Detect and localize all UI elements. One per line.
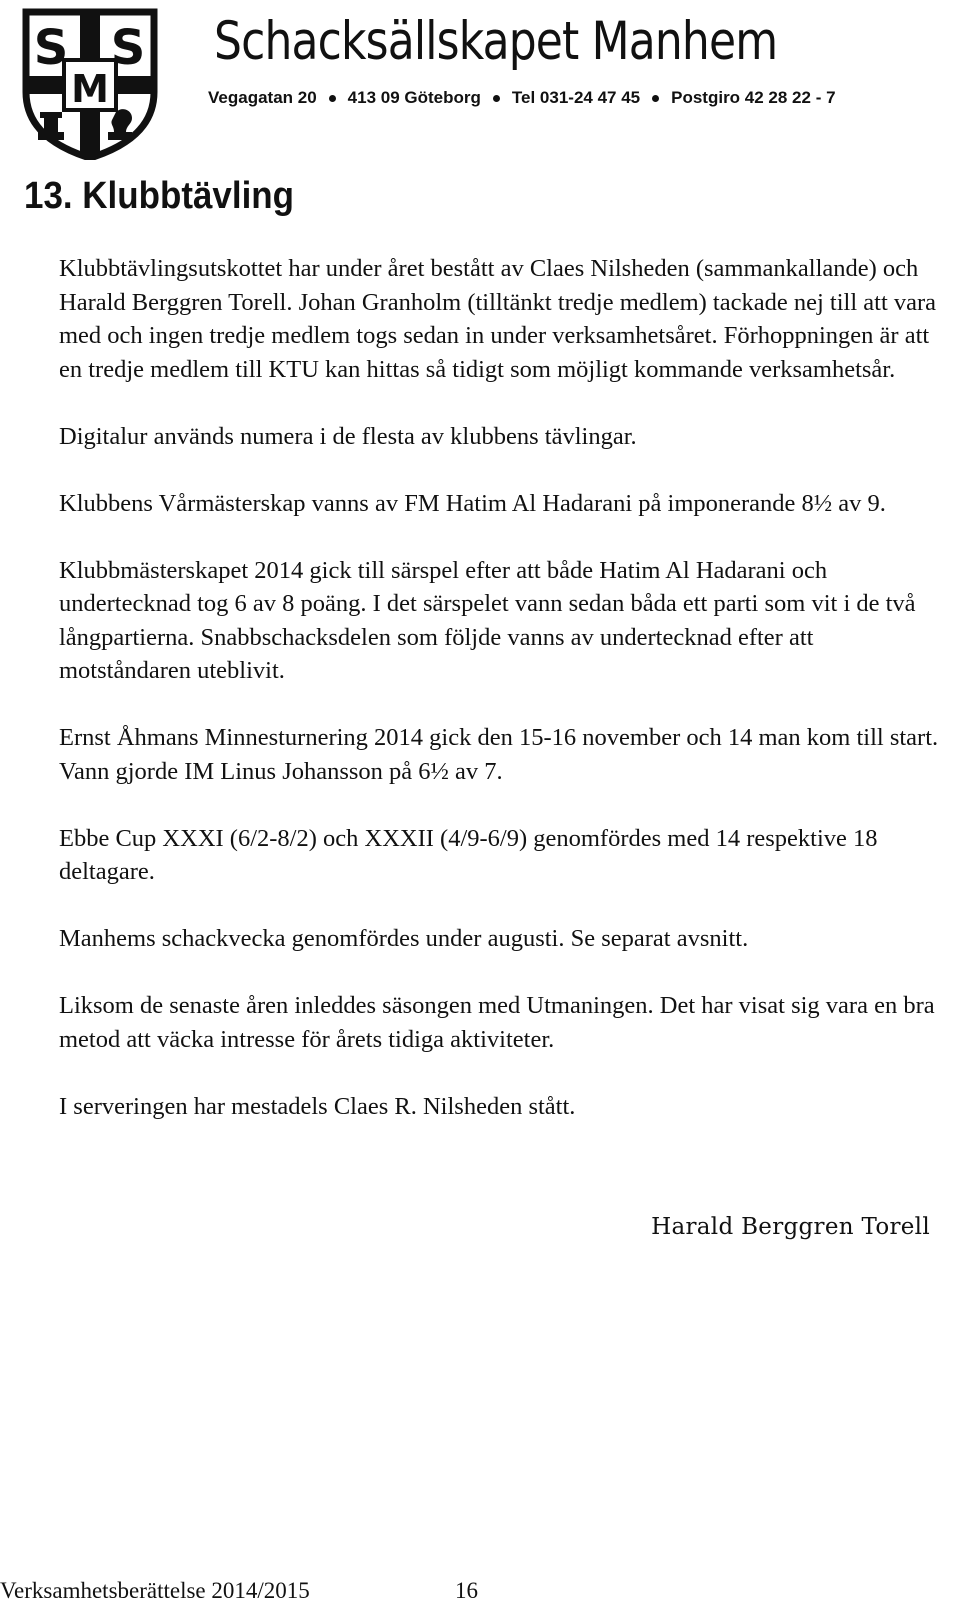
club-address-line bbox=[208, 86, 836, 110]
paragraph: Klubbtävlingsutskottet har under året bestått av Claes Nilsheden (sammankallande) och Harald Berggren Torell. Johan Granholm (tilltänkt tredje medlem) tackade nej till att vara med och ingen tredje medlem togs sedan in under verksamhetsåret. Förhoppningen är att en tredje medlem till KTU kan hittas så tidigt som möjligt kommande verksamhetsår. bbox=[59, 255, 937, 383]
logo-letter-m: M bbox=[71, 67, 109, 111]
bullet-separator-icon bbox=[652, 95, 659, 102]
paragraph: Manhems schackvecka genomfördes under augusti. Se separat avsnitt. bbox=[59, 925, 749, 952]
section-title: 13. Klubbtävling bbox=[24, 175, 295, 217]
bullet-separator-icon bbox=[493, 95, 500, 102]
paragraph: I serveringen har mestadels Claes R. Nilsheden stått. bbox=[59, 1092, 576, 1120]
paragraph: Ernst Åhmans Minnesturnering 2014 gick den 15-16 november och 14 man kom till start. Vann gjorde IM Linus Johansson på 6½ av 7. bbox=[59, 724, 939, 785]
section-body bbox=[59, 252, 939, 1123]
report-title: Verksamhetsberättelse 2014/2015 bbox=[0, 1578, 310, 1603]
logo-letter-s-right: S bbox=[110, 20, 146, 76]
postgiro-number: Postgiro 42 28 22 - 7 bbox=[671, 88, 836, 107]
author-signature: Harald Berggren Torell bbox=[651, 1214, 930, 1240]
club-name: Schacksällskapet Manhem bbox=[214, 11, 778, 72]
paragraph: Digitalur används numera i de flesta av klubbens tävlingar. bbox=[59, 422, 637, 450]
logo-letter-s-left: S bbox=[33, 20, 69, 76]
paragraph: Klubbmästerskapet 2014 gick till särspel efter att både Hatim Al Hadarani och undertecknad tog 6 av 8 poäng. I det särspelet vann sedan båda ett parti som vit i de två långpartierna. Snabbschacksdelen som följde vanns av undertecknad efter att motståndaren uteblivit. bbox=[59, 556, 916, 684]
phone-number: Tel 031-24 47 45 bbox=[511, 88, 641, 107]
paragraph: Ebbe Cup XXXI (6/2-8/2) och XXXII (4/9-6/9) genomfördes med 14 respektive 18 deltagare. bbox=[59, 824, 878, 885]
postal-address: 413 09 Göteborg bbox=[347, 88, 481, 107]
street-address: Vegagatan 20 bbox=[208, 88, 317, 107]
paragraph: Klubbens Vårmästerskap vanns av FM Hatim Al Hadarani på imponerande 8½ av 9. bbox=[59, 489, 886, 517]
club-logo-shield-icon bbox=[22, 8, 158, 160]
page-number: 16 bbox=[455, 1578, 478, 1603]
paragraph: Liksom de senaste åren inleddes säsongen med Utmaningen. Det har visat sig vara en bra metod att väcka intresse för årets tidiga aktiviteter. bbox=[59, 992, 935, 1053]
bullet-separator-icon bbox=[329, 95, 336, 102]
